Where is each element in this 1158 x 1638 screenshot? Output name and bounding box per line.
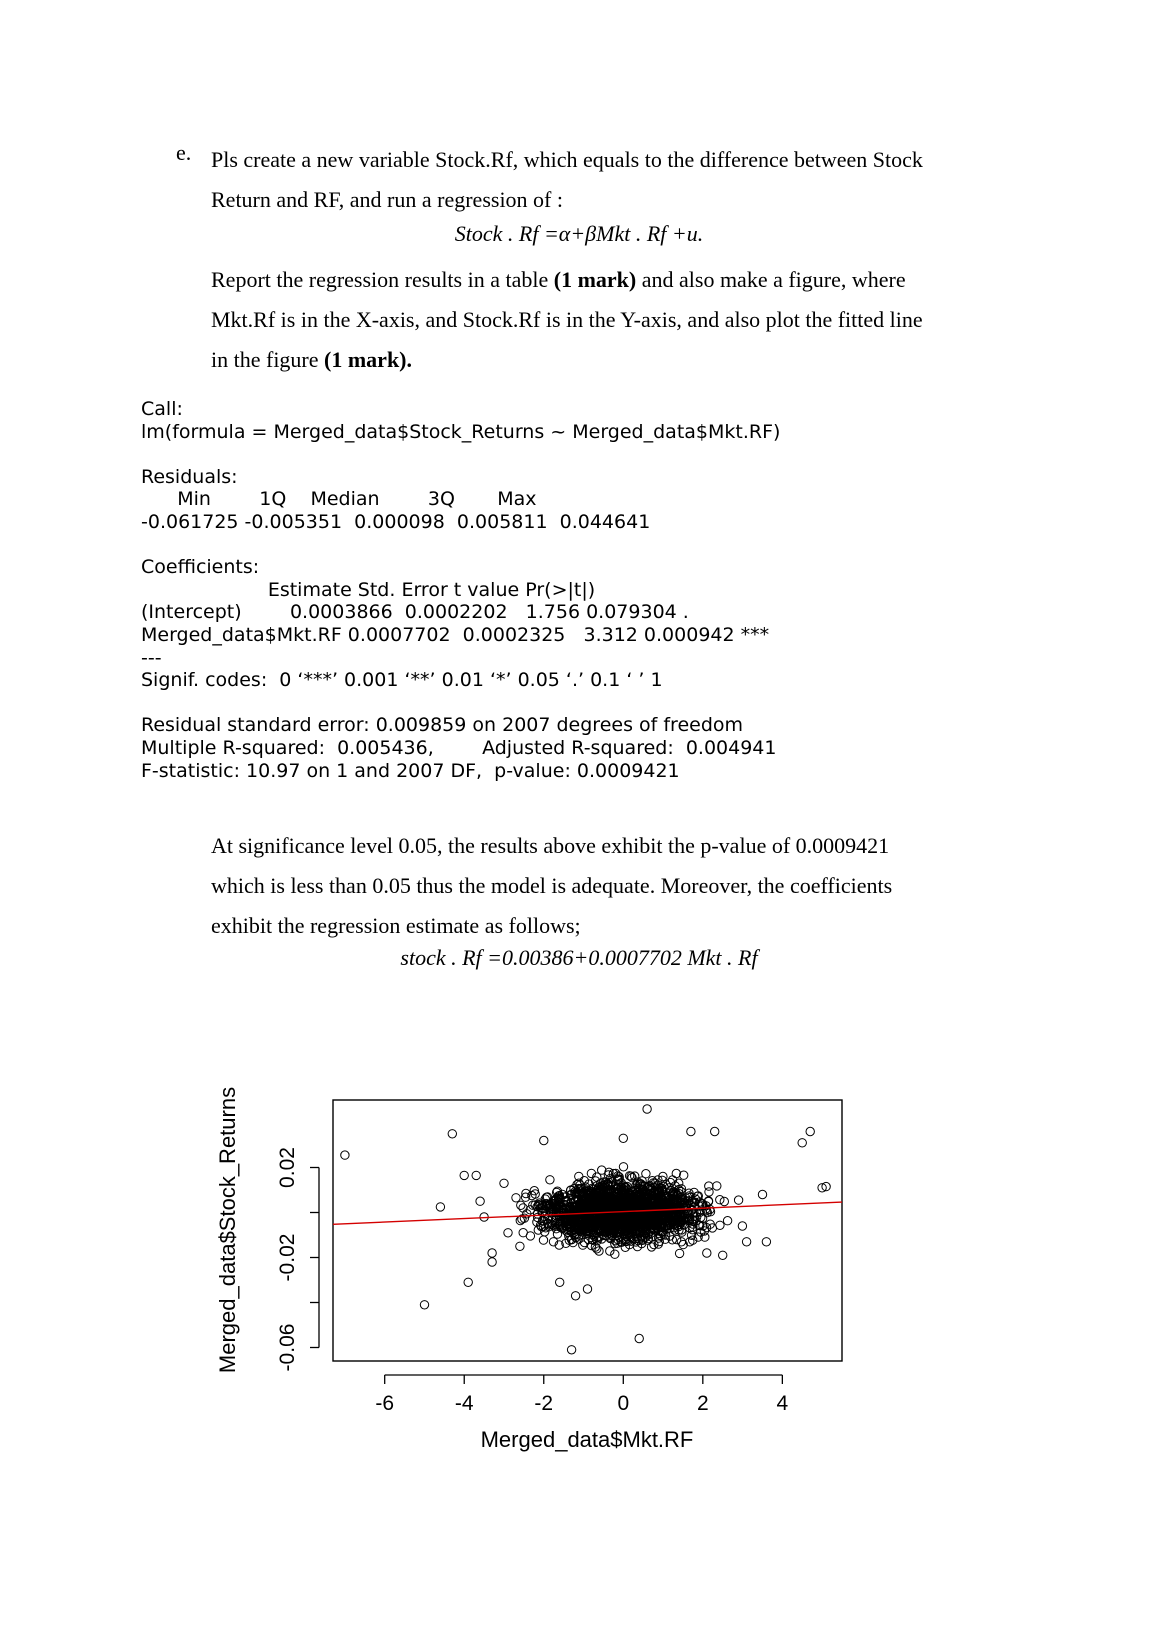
data-point xyxy=(567,1346,575,1354)
data-point xyxy=(742,1238,750,1246)
answer-line-1: At significance level 0.05, the results above exhibit the p-value of 0.0009421 xyxy=(211,833,890,858)
data-point xyxy=(540,1136,548,1144)
data-point xyxy=(806,1127,814,1135)
x-axis-label: Merged_data$Mkt.RF xyxy=(480,1427,694,1452)
answer-text xyxy=(211,826,991,946)
separator: --- xyxy=(141,646,162,669)
question-text xyxy=(211,140,991,380)
data-point xyxy=(512,1194,520,1202)
f-statistic: F-statistic: 10.97 on 1 and 2007 DF, p-value: 0.0009421 xyxy=(141,759,680,782)
coefficients-row-intercept: (Intercept) 0.0003866 0.0002202 1.756 0.079304 . xyxy=(141,601,689,624)
y-tick-label: -0.06 xyxy=(276,1323,299,1372)
data-point xyxy=(719,1251,727,1259)
x-tick-label: -6 xyxy=(375,1392,395,1415)
signif-codes: Signif. codes: 0 ‘***’ 0.001 ‘**’ 0.01 ‘*’ 0.05 ‘.’ 0.1 ‘ ’ 1 xyxy=(141,669,663,692)
data-point xyxy=(619,1134,627,1142)
data-point xyxy=(448,1130,456,1138)
data-point xyxy=(643,1105,651,1113)
data-point xyxy=(516,1242,524,1250)
data-point xyxy=(571,1292,579,1300)
data-point xyxy=(436,1203,444,1211)
data-point xyxy=(619,1163,627,1171)
data-point xyxy=(539,1236,547,1244)
data-point xyxy=(711,1127,719,1135)
data-point xyxy=(687,1127,695,1135)
fitted-equation: stock . Rf =0.00386+0.0007702 Mkt . Rf xyxy=(400,945,758,970)
data-point xyxy=(734,1196,742,1204)
question-line-5: in the figure (1 mark). xyxy=(211,347,413,372)
coefficients-label: Coefficients: xyxy=(141,556,260,579)
x-tick-label: 4 xyxy=(776,1392,789,1415)
x-tick-label: -4 xyxy=(454,1392,474,1415)
question-marker: e. xyxy=(176,140,192,165)
data-point xyxy=(672,1169,680,1177)
data-point xyxy=(583,1285,591,1293)
call-label: Call: xyxy=(141,398,183,420)
residual-std-error: Residual standard error: 0.009859 on 2007 degrees of freedom xyxy=(141,714,744,737)
data-point xyxy=(546,1176,554,1184)
data-point xyxy=(341,1151,349,1159)
question-line-2: Return and RF, and run a regression of : xyxy=(211,187,563,212)
data-point xyxy=(703,1249,711,1257)
data-point xyxy=(635,1334,643,1342)
data-point xyxy=(723,1217,731,1225)
data-point xyxy=(464,1278,472,1286)
scatter-plot xyxy=(205,1070,865,1470)
r-regression-output xyxy=(141,398,780,782)
data-point xyxy=(798,1139,806,1147)
x-tick-label: 0 xyxy=(617,1392,630,1415)
regression-equation: Stock . Rf =α+βMkt . Rf +u. xyxy=(454,221,704,246)
data-point xyxy=(677,1238,685,1246)
x-tick-label: 2 xyxy=(696,1392,709,1415)
data-point xyxy=(517,1201,525,1209)
question-line-3: Report the regression results in a table (1 mark) and also make a figure, where xyxy=(211,267,906,292)
residuals-header: Min 1Q Median 3Q Max xyxy=(141,488,537,511)
data-point xyxy=(519,1229,527,1237)
data-point xyxy=(762,1238,770,1246)
data-point xyxy=(758,1190,766,1198)
r-squared: Multiple R-squared: 0.005436, Adjusted R-squared: 0.004941 xyxy=(141,736,777,759)
y-tick-label: -0.02 xyxy=(276,1233,299,1282)
data-point xyxy=(420,1301,428,1309)
coefficients-header: Estimate Std. Error t value Pr(>|t|) xyxy=(141,578,596,601)
question-line-1: Pls create a new variable Stock.Rf, which equals to the difference between Stock xyxy=(211,147,923,172)
y-axis xyxy=(276,1147,319,1371)
data-point xyxy=(500,1179,508,1187)
data-point xyxy=(504,1229,512,1237)
scatter-points xyxy=(341,1105,831,1354)
answer-line-3: exhibit the regression estimate as follows; xyxy=(211,913,581,938)
question-line-4: Mkt.Rf is in the X-axis, and Stock.Rf is in the Y-axis, and also plot the fitted line xyxy=(211,307,923,332)
answer-line-2: which is less than 0.05 thus the model is adequate. Moreover, the coefficients xyxy=(211,873,893,898)
x-tick-label: -2 xyxy=(534,1392,554,1415)
data-point xyxy=(472,1171,480,1179)
data-point xyxy=(713,1182,721,1190)
data-point xyxy=(705,1182,713,1190)
data-point xyxy=(476,1197,484,1205)
x-axis xyxy=(375,1375,788,1415)
data-point xyxy=(488,1258,496,1266)
data-point xyxy=(675,1249,683,1257)
residuals-values: -0.061725 -0.005351 0.000098 0.005811 0.044641 xyxy=(141,510,651,533)
data-point xyxy=(488,1249,496,1257)
residuals-label: Residuals: xyxy=(141,465,238,488)
data-point xyxy=(460,1171,468,1179)
data-point xyxy=(642,1170,650,1178)
data-point xyxy=(738,1222,746,1230)
data-point xyxy=(556,1278,564,1286)
y-tick-label: 0.02 xyxy=(276,1147,299,1188)
coefficients-row-mktrf: Merged_data$Mkt.RF 0.0007702 0.0002325 3.312 0.000942 *** xyxy=(141,623,770,646)
y-axis-label: Merged_data$Stock_Returns xyxy=(215,1086,240,1374)
call-formula: lm(formula = Merged_data$Stock_Returns ~ Merged_data$Mkt.RF) xyxy=(141,420,781,443)
